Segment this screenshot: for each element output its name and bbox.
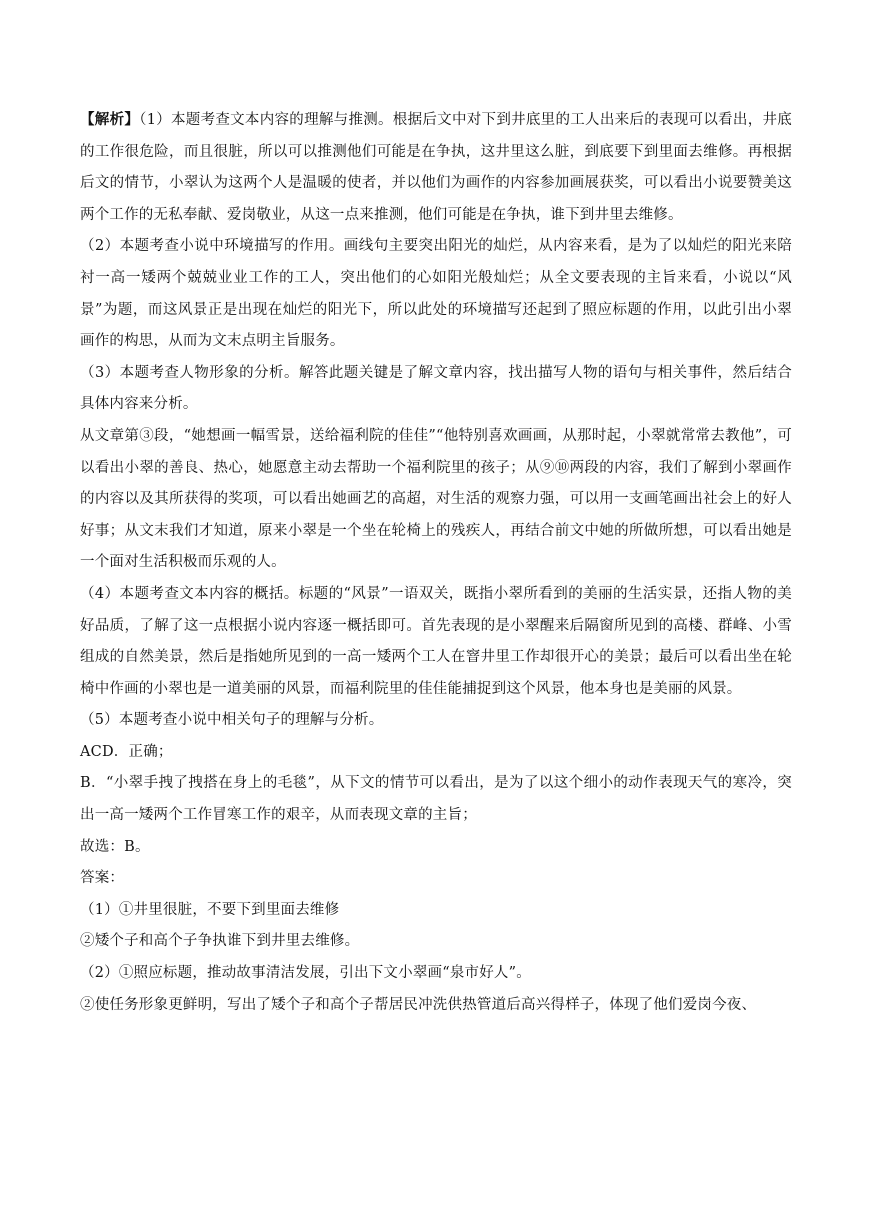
paragraph-answer-1a: （1）①井里很脏，不要下到里面去维修 xyxy=(80,901,340,918)
paragraph-answer-heading: 答案： xyxy=(80,870,125,887)
paragraph-choice: 故选：B。 xyxy=(80,838,150,855)
paragraph-analysis-q1 xyxy=(80,104,792,231)
paragraph-analysis-q3: （3）本题考查人物形象的分析。解答此题关键是了解文章内容，找出描写人物的语句与相关事件，然后结合具体内容来分析。 xyxy=(80,364,792,413)
paragraph-text: （1）本题考查文本内容的理解与推测。根据后文中对下到井底里的工人出来后的表现可以看出，井底的工作很危险，而且很脏，所以可以推测他们可能是在争执，这井里这么脏，到底要下到里面去维修。再根据后文的情节，小翠认为这两个人是温暖的使者，并以他们为画作的内容参加画展获奖，可以看出小说要赞美这两个工作的无私奉献、爱岗敬业，从这一点来推测，他们可能是在争执，谁下到井里去维修。 xyxy=(80,112,792,223)
paragraph-analysis-q4: （4）本题考查文本内容的概括。标题的“风景”一语双关，既指小翠所看到的美丽的生活实景，还指人物的美好品质，了解了这一点根据小说内容逐一概括即可。首先表现的是小翠醒来后隔窗所见到的高楼、群峰、小雪组成的自然美景，然后是指她所见到的一高一矮两个工人在窨井里工作却很开心的美景；最后可以看出坐在轮椅中作画的小翠也是一道美丽的风景，而福利院里的佳佳能捕捉到这个风景，他本身也是美丽的风景。 xyxy=(80,585,792,697)
paragraph-answer-1b: ②矮个子和高个子争执谁下到井里去维修。 xyxy=(80,933,360,950)
paragraph-analysis-q3-detail: 从文章第③段，“她想画一幅雪景，送给福利院的佳佳”“他特别喜欢画画，从那时起，小翠就常常去教他”，可以看出小翠的善良、热心，她愿意主动去帮助一个福利院里的孩子；从⑨⑩两段的内容，我们了解到小翠画作的内容以及其所获得的奖项，可以看出她画艺的高超，对生活的观察力强，可以用一支画笔画出社会上的好人好事；从文末我们才知道，原来小翠是一个坐在轮椅上的残疾人，再结合前文中她的所做所想，可以看出她是一个面对生活积极而乐观的人。 xyxy=(80,427,792,571)
paragraph-answer-2a: （2）①照应标题，推动故事清洁发展，引出下文小翠画“泉市好人”。 xyxy=(80,965,531,982)
paragraph-analysis-q5: （5）本题考查小说中相关句子的理解与分析。 xyxy=(80,712,384,729)
paragraph-option-b: B．“小翠手拽了拽搭在身上的毛毯”，从下文的情节可以看出，是为了以这个细小的动作表现天气的寒冷，突出一高一矮两个工作冒寒工作的艰辛，从而表现文章的主旨； xyxy=(80,775,792,824)
analysis-tag: 【解析】 xyxy=(80,111,140,128)
document-body xyxy=(80,104,792,1021)
paragraph-option-acd: ACD．正确； xyxy=(80,743,173,760)
paragraph-answer-2b: ②使任务形象更鲜明，写出了矮个子和高个子帮居民冲洗供热管道后高兴得样子，体现了他们爱岗今夜、 xyxy=(80,996,757,1013)
paragraph-analysis-q2: （2）本题考查小说中环境描写的作用。画线句主要突出阳光的灿烂，从内容来看，是为了以灿烂的阳光来陪衬一高一矮两个兢兢业业工作的工人，突出他们的心如阳光般灿烂；从全文要表现的主旨来看，小说以“风景”为题，而这风景正是出现在灿烂的阳光下，所以此处的环境描写还起到了照应标题的作用，以此引出小翠画作的构思，从而为文末点明主旨服务。 xyxy=(80,238,792,350)
